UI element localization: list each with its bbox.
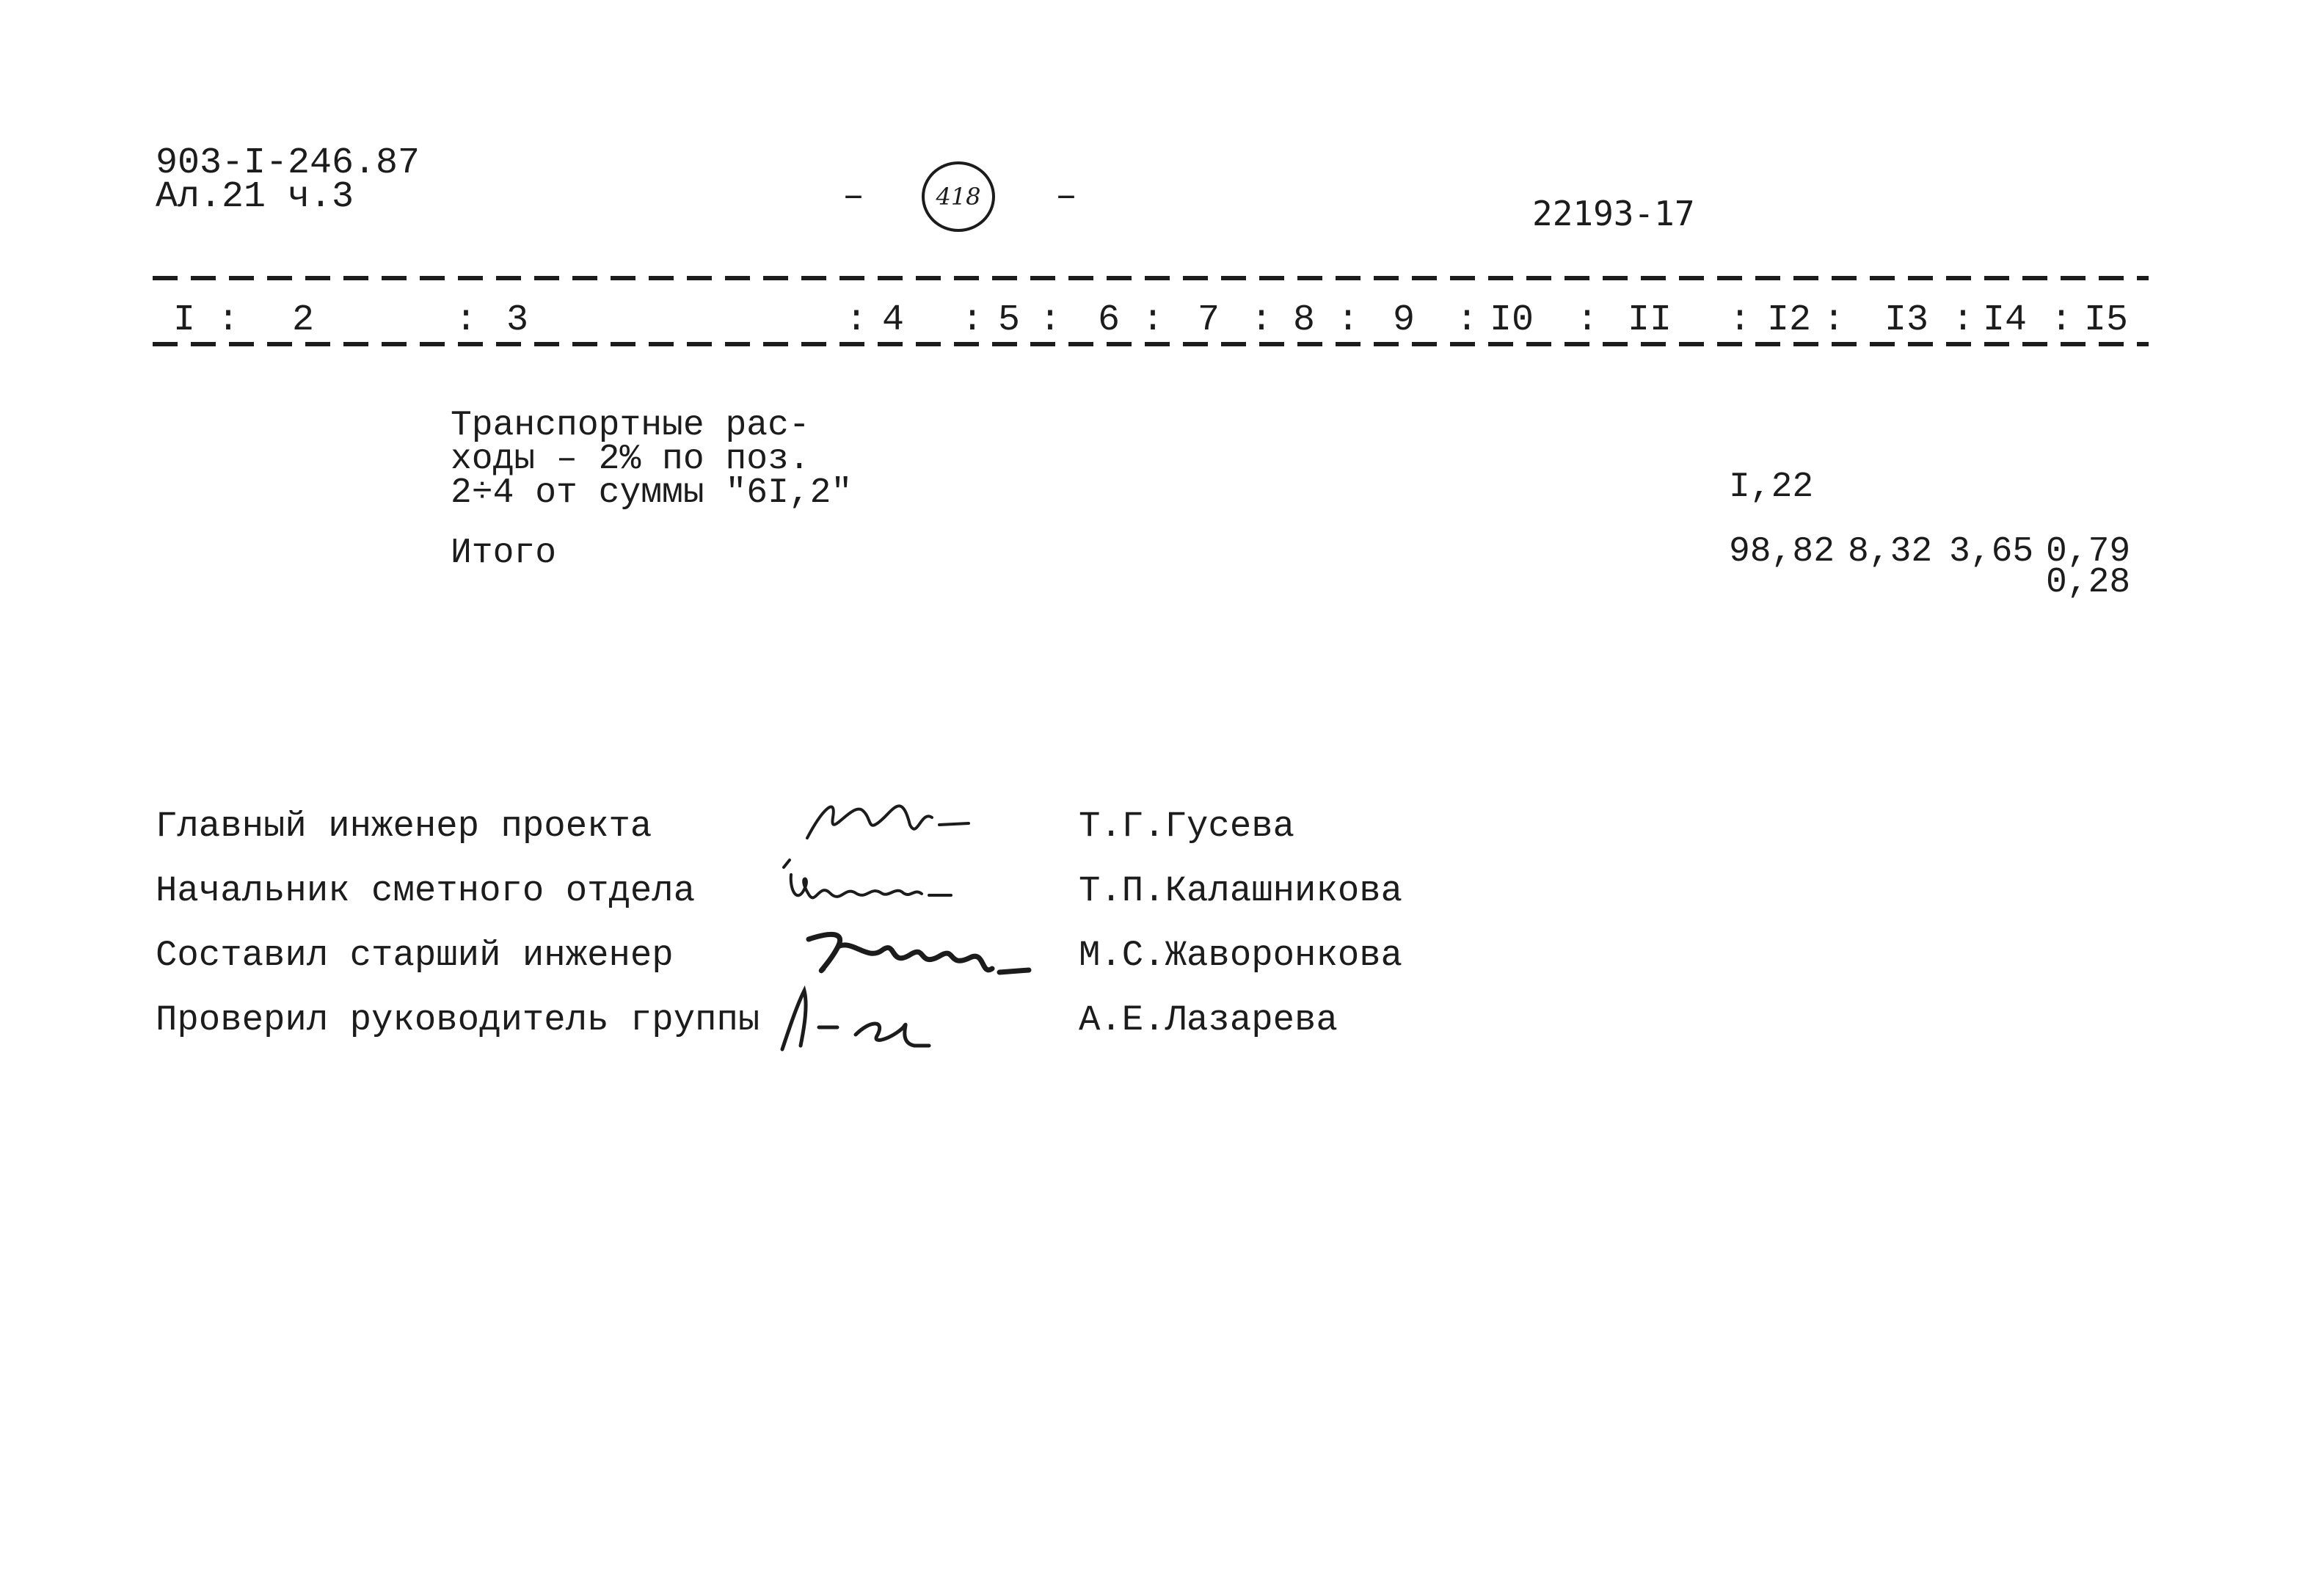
column-number: 7	[1198, 299, 1220, 341]
column-separator: :	[1576, 299, 1599, 341]
cell-col12: I,22	[1729, 467, 1814, 507]
column-separator: :	[1250, 299, 1273, 341]
table-top-rule	[153, 276, 2149, 280]
column-separator: :	[1952, 299, 1975, 341]
left-dash: –	[842, 176, 865, 218]
cell-col15: 0,79	[2046, 532, 2131, 572]
cell-col15-second: 0,28	[2046, 563, 2131, 602]
column-number: I4	[1983, 299, 2028, 341]
column-number: I5	[2084, 299, 2129, 341]
column-number: II	[1628, 299, 1672, 341]
right-dash: –	[1055, 176, 1078, 218]
signature-role: Начальник сметного отдела	[156, 870, 696, 911]
column-number: 5	[998, 299, 1021, 341]
column-number: 9	[1393, 299, 1416, 341]
handwritten-signature	[793, 781, 976, 854]
column-number: I0	[1490, 299, 1534, 341]
signature-name: М.С.Жаворонкова	[1079, 935, 1403, 976]
column-separator: :	[455, 299, 478, 341]
column-number: 3	[506, 299, 529, 341]
signature-name: Т.Г.Гусева	[1079, 806, 1295, 847]
cell-col13: 8,32	[1848, 532, 1933, 572]
column-number: I2	[1767, 299, 1812, 341]
column-separator: :	[961, 299, 984, 341]
signature-name: Т.П.Калашникова	[1079, 870, 1403, 911]
row-description-line: 2÷4 от суммы "6I,2"	[451, 473, 853, 513]
column-separator: :	[1142, 299, 1165, 341]
column-separator: :	[217, 299, 240, 341]
signature-name: А.Е.Лазарева	[1079, 999, 1338, 1041]
column-separator: :	[1456, 299, 1479, 341]
handwritten-signature	[768, 976, 936, 1057]
document-code: 903-I-246.87	[156, 142, 420, 184]
row-description-line: Транспортные рас-	[451, 406, 810, 445]
column-separator: :	[2050, 299, 2073, 341]
signature-role: Составил старший инженер	[156, 935, 674, 976]
page-number: 418	[936, 183, 981, 211]
signature-role: Проверил руководитель группы	[156, 999, 760, 1041]
column-number: 2	[292, 299, 315, 341]
table-header-rule	[153, 342, 2149, 346]
handwritten-signature	[775, 853, 958, 919]
column-number: I3	[1884, 299, 1929, 341]
column-number: I	[173, 299, 196, 341]
row-description-line: Итого	[451, 533, 557, 573]
column-separator: :	[1729, 299, 1752, 341]
column-separator: :	[1337, 299, 1360, 341]
column-number: 6	[1098, 299, 1121, 341]
page-number-circle	[922, 161, 995, 232]
album-reference: Ал.21 ч.3	[156, 176, 354, 218]
cell-col12: 98,82	[1729, 532, 1835, 572]
column-number: 4	[882, 299, 905, 341]
column-separator: :	[1823, 299, 1846, 341]
signature-role: Главный инженер проекта	[156, 806, 652, 847]
cell-col14: 3,65	[1949, 532, 2034, 572]
inventory-number: 22193-17	[1532, 194, 1695, 233]
row-description-line: ходы – 2% по поз.	[451, 440, 810, 479]
column-separator: :	[1039, 299, 1062, 341]
column-separator: :	[845, 299, 868, 341]
column-number: 8	[1293, 299, 1316, 341]
